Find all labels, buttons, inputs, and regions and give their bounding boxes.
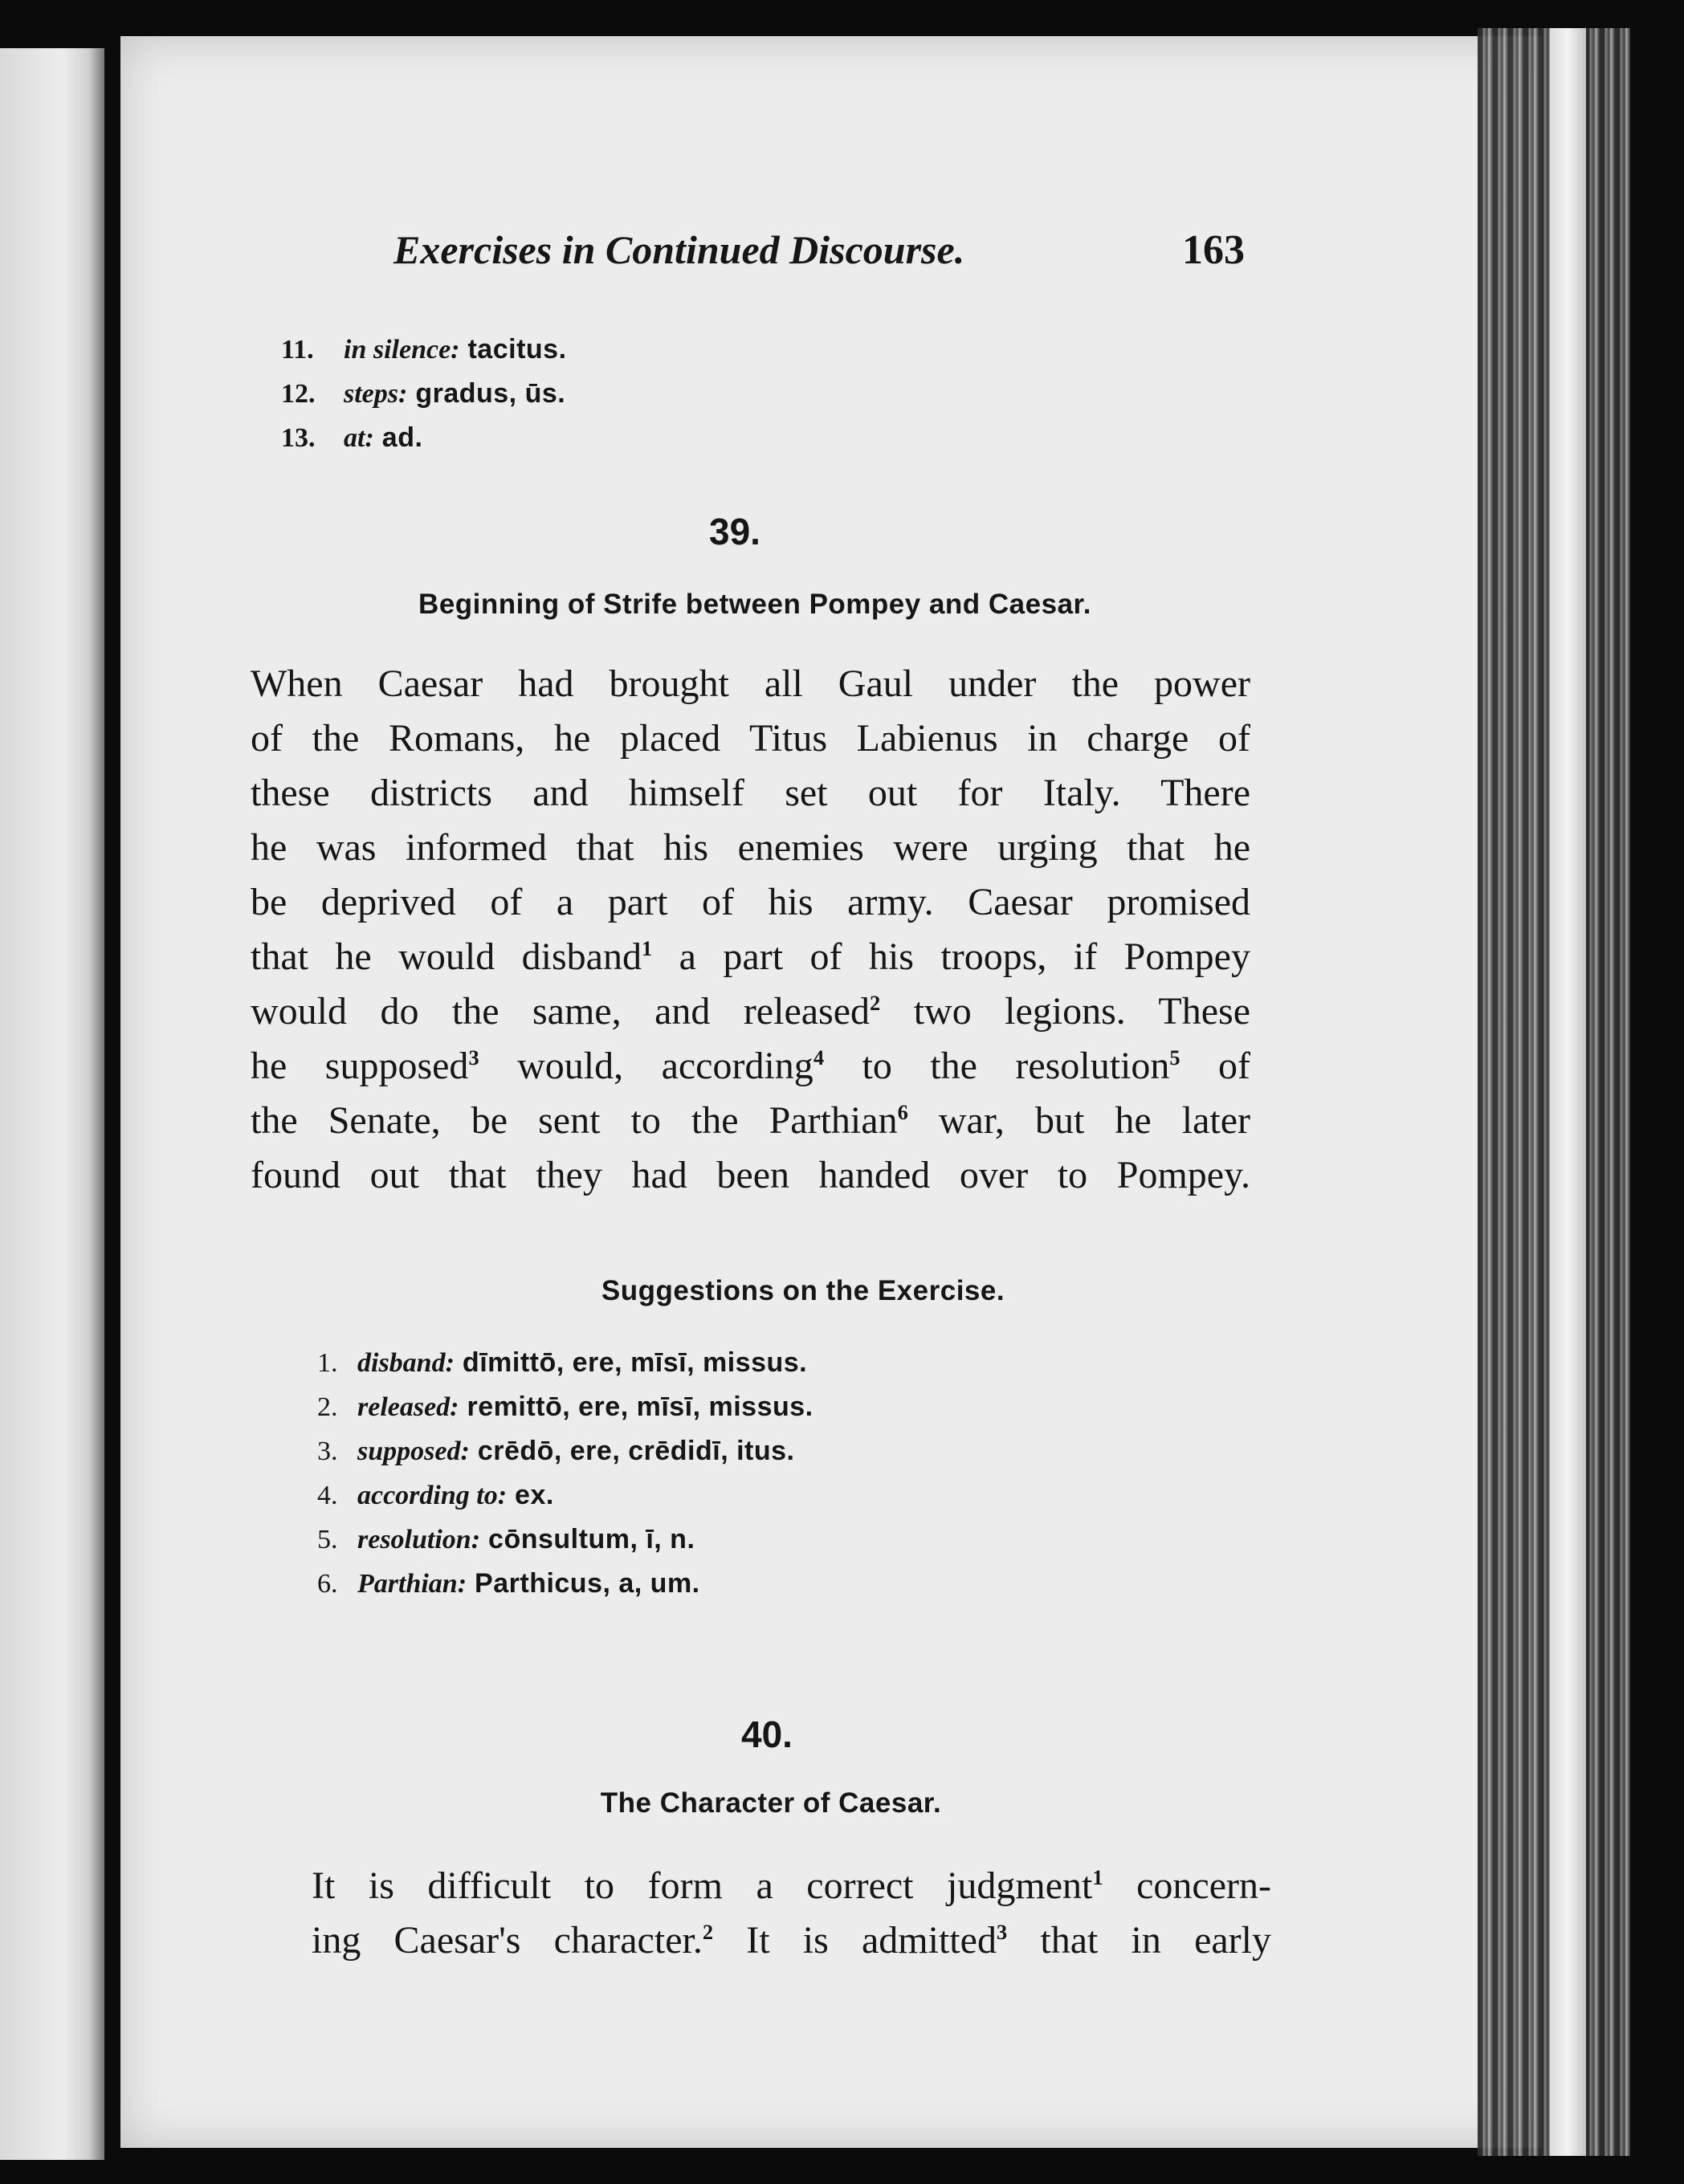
vocab-number: 13.: [281, 423, 316, 453]
vocab-english: in silence:: [344, 335, 460, 365]
paragraph-line: [251, 1094, 1250, 1148]
paragraph-line: found out that they had been handed over to Pompey.: [251, 1154, 1250, 1196]
vocab-english: at:: [344, 423, 374, 453]
vocab-latin: gradus, ūs.: [415, 378, 566, 409]
suggestion-english: Parthian:: [357, 1569, 467, 1599]
exercise-paragraph-39: [251, 657, 1250, 1203]
paragraph-line: [251, 984, 1250, 1039]
line-text: ing Caesar's character.: [312, 1919, 703, 1962]
footnote-marker: 2: [702, 1920, 714, 1944]
section-number-40: 40.: [741, 1713, 793, 1755]
line-text: that he would disband: [251, 935, 642, 978]
footnote-marker: 2: [870, 991, 881, 1015]
vocab-latin: ad.: [381, 422, 423, 453]
suggestion-latin: ex.: [515, 1480, 554, 1510]
line-text: that in early: [1007, 1919, 1272, 1962]
suggestion-number: 4.: [317, 1481, 338, 1510]
footnote-marker: 1: [641, 936, 653, 960]
suggestion-english: supposed:: [357, 1436, 470, 1466]
vocab-list-top: [281, 328, 567, 460]
line-text: war, but he later: [907, 1099, 1250, 1142]
paragraph-line: he was informed that his enemies were urging that he: [251, 826, 1250, 869]
footnote-marker: 1: [1092, 1865, 1103, 1889]
suggestion-item: [317, 1562, 813, 1606]
suggestion-english: released:: [357, 1392, 459, 1422]
paragraph-line: these districts and himself set out for Italy. There: [251, 772, 1250, 814]
line-text: of: [1180, 1045, 1251, 1087]
suggestion-item: [317, 1518, 813, 1562]
suggestion-english: according to:: [357, 1481, 508, 1510]
vocab-english: steps:: [344, 379, 408, 409]
suggestion-number: 1.: [317, 1348, 338, 1378]
suggestion-number: 6.: [317, 1569, 338, 1599]
line-text: to the resolution: [824, 1045, 1170, 1087]
suggestion-item: [317, 1429, 813, 1473]
suggestion-item: [317, 1473, 813, 1518]
line-text: It is difficult to form a correct judgment: [312, 1864, 1093, 1907]
footnote-marker: 4: [813, 1045, 825, 1070]
suggestion-latin: remittō, ere, mīsī, missus.: [467, 1391, 813, 1422]
suggestion-number: 3.: [317, 1436, 338, 1466]
paragraph-line: [251, 1039, 1250, 1094]
footnote-marker: 6: [897, 1100, 908, 1124]
line-text: It is admitted: [713, 1919, 997, 1962]
suggestion-latin: crēdō, ere, crēdidī, itus.: [477, 1436, 795, 1466]
paragraph-line: [251, 930, 1250, 984]
running-head-title: Exercises in Continued Discourse.: [393, 227, 965, 272]
section-title-40: The Character of Caesar.: [600, 1787, 942, 1819]
line-text: he supposed: [251, 1045, 469, 1087]
exercise-paragraph-40: [312, 1859, 1271, 1968]
paragraph-line: [312, 1859, 1271, 1913]
line-text: concern-: [1103, 1864, 1272, 1907]
vocab-number: 12.: [281, 379, 316, 409]
footnote-marker: 3: [468, 1045, 479, 1070]
line-text: two legions. These: [880, 990, 1250, 1033]
footnote-marker: 5: [1169, 1045, 1180, 1070]
suggestions-list: [317, 1341, 813, 1606]
suggestion-latin: Parthicus, a, um.: [475, 1568, 700, 1599]
footnote-marker: 3: [996, 1920, 1008, 1944]
suggestion-number: 5.: [317, 1525, 338, 1554]
suggestions-title: Suggestions on the Exercise.: [601, 1275, 1005, 1306]
suggestion-latin: dīmittō, ere, mīsī, missus.: [462, 1347, 808, 1378]
suggestion-latin: cōnsultum, ī, n.: [488, 1524, 695, 1554]
suggestion-item: [317, 1341, 813, 1385]
paragraph-line: of the Romans, he placed Titus Labienus in charge of: [251, 717, 1250, 760]
paragraph-line: be deprived of a part of his army. Caesar promised: [251, 881, 1250, 923]
line-text: would, according: [479, 1045, 813, 1087]
vocab-latin: tacitus.: [467, 334, 567, 365]
suggestion-english: disband:: [357, 1348, 455, 1378]
paragraph-line: [312, 1913, 1271, 1968]
suggestion-english: resolution:: [357, 1525, 481, 1554]
line-text: would do the same, and released: [251, 990, 871, 1033]
running-head: [393, 226, 1245, 283]
vocab-item: [281, 372, 567, 416]
line-text: a part of his troops, if Pompey: [652, 935, 1250, 978]
paragraph-line: When Caesar had brought all Gaul under the power: [251, 662, 1250, 705]
vocab-item: [281, 416, 567, 460]
facing-page-edge: [0, 48, 104, 2160]
vocab-number: 11.: [281, 335, 314, 365]
suggestion-item: [317, 1385, 813, 1429]
line-text: the Senate, be sent to the Parthian: [251, 1099, 898, 1142]
section-number-39: 39.: [709, 511, 760, 552]
vocab-item: [281, 328, 567, 372]
page-stack-highlight: [1550, 28, 1586, 2156]
section-title-39: Beginning of Strife between Pompey and Caesar.: [418, 589, 1091, 620]
page-number: 163: [1182, 227, 1245, 273]
suggestion-number: 2.: [317, 1392, 338, 1422]
